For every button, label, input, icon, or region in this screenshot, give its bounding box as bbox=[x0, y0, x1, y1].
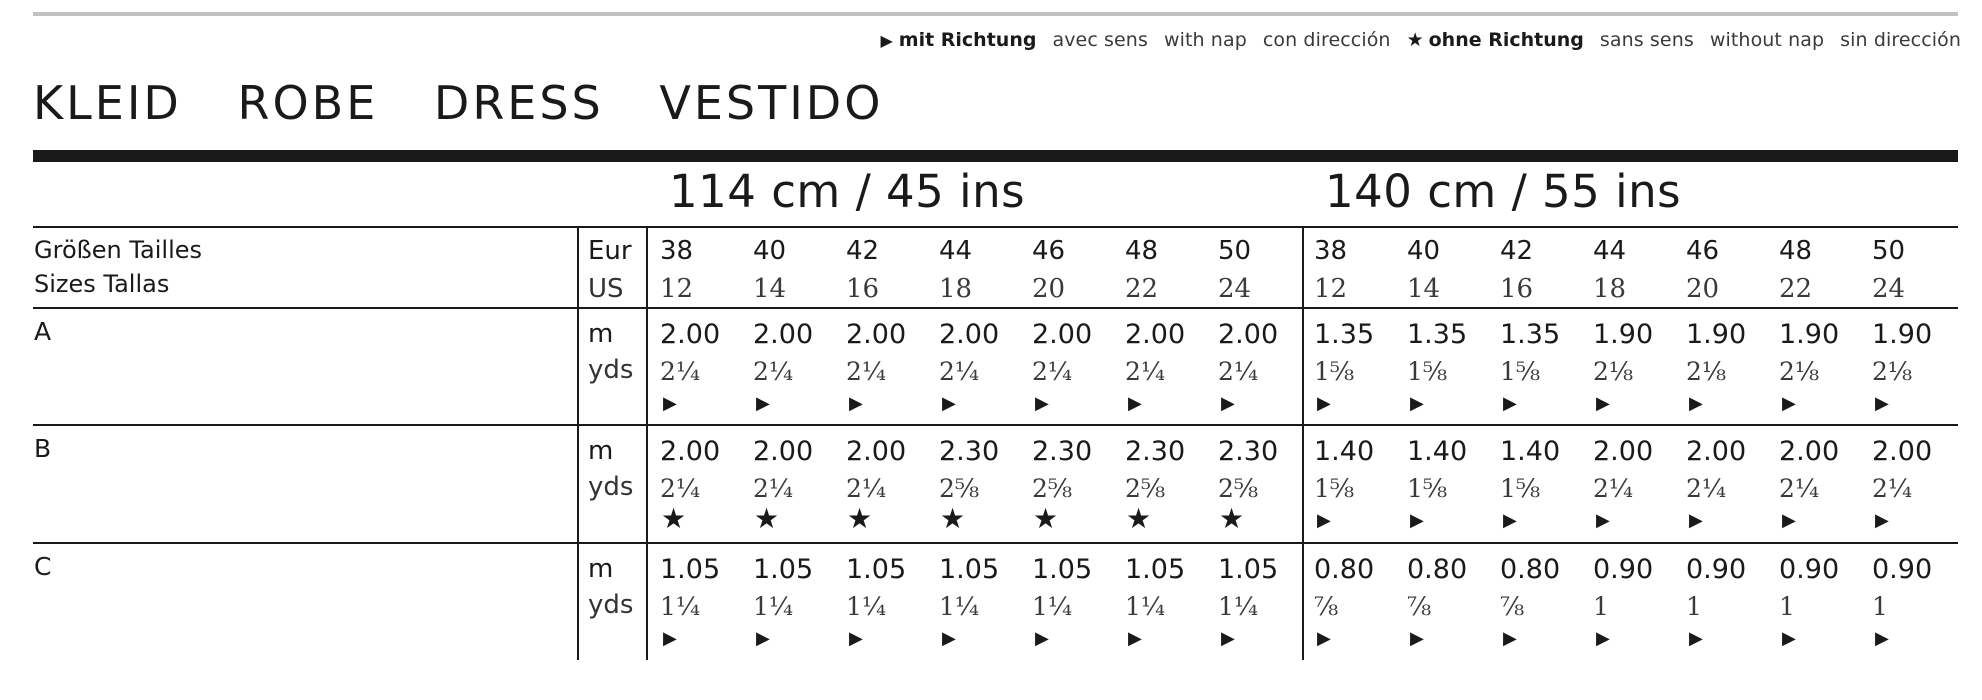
eur-size: 44 bbox=[939, 236, 973, 266]
yardage-m: 2.30 bbox=[1032, 436, 1093, 467]
with-nap-arrow-icon: ▶ bbox=[942, 628, 956, 649]
eur-size: 40 bbox=[1407, 236, 1441, 266]
us-size: 14 bbox=[753, 274, 787, 304]
with-nap-arrow-icon: ▶ bbox=[756, 393, 770, 414]
yardage-yds: 2¼ bbox=[846, 474, 887, 503]
fabric-width-140: 140 cm / 55 ins bbox=[1325, 165, 1682, 218]
yardage-m: 1.05 bbox=[939, 554, 1000, 585]
with-nap-arrow-icon: ▶ bbox=[1689, 393, 1703, 414]
with-nap-arrow-icon: ▶ bbox=[1503, 510, 1517, 531]
yardage-m: 1.05 bbox=[1125, 554, 1186, 585]
eur-size: 42 bbox=[1500, 236, 1534, 266]
yardage-m: 2.00 bbox=[846, 436, 907, 467]
with-nap-arrow-icon: ▶ bbox=[1503, 628, 1517, 649]
us-size: 16 bbox=[846, 274, 880, 304]
with-nap-arrow-icon: ▶ bbox=[1689, 628, 1703, 649]
us-size: 20 bbox=[1686, 274, 1720, 304]
without-nap-star-icon: ★ bbox=[940, 502, 966, 535]
yardage-yds: 1 bbox=[1593, 592, 1609, 621]
yardage-m: 1.40 bbox=[1314, 436, 1375, 467]
header-bar bbox=[33, 150, 1958, 162]
yardage-yds: 1 bbox=[1686, 592, 1702, 621]
unit-m-label: m bbox=[588, 319, 614, 349]
us-size: 24 bbox=[1872, 274, 1906, 304]
table-rule bbox=[33, 307, 1958, 309]
yardage-yds: 2¼ bbox=[1593, 474, 1634, 503]
us-size: 12 bbox=[660, 274, 694, 304]
with-nap-arrow-icon: ▶ bbox=[1689, 510, 1703, 531]
title-es: VESTIDO bbox=[659, 76, 884, 130]
with-nap-arrow-icon: ▶ bbox=[1782, 628, 1796, 649]
without-nap-star-icon: ★ bbox=[1406, 29, 1424, 51]
unit-yds-label: yds bbox=[588, 472, 634, 502]
yardage-m: 1.90 bbox=[1686, 319, 1747, 350]
without-nap-star-icon: ★ bbox=[1126, 502, 1152, 535]
us-size: 24 bbox=[1218, 274, 1252, 304]
with-nap-arrow-icon: ▶ bbox=[1221, 628, 1235, 649]
unit-m-label: m bbox=[588, 436, 614, 466]
without-nap-star-icon: ★ bbox=[847, 502, 873, 535]
yardage-yds: 2⅛ bbox=[1593, 357, 1634, 386]
with-nap-arrow-icon: ▶ bbox=[942, 393, 956, 414]
eur-size: 42 bbox=[846, 236, 880, 266]
yardage-m: 1.05 bbox=[846, 554, 907, 585]
us-size: 18 bbox=[939, 274, 973, 304]
eur-size: 46 bbox=[1032, 236, 1066, 266]
yardage-m: 0.90 bbox=[1872, 554, 1933, 585]
yardage-m: 0.80 bbox=[1500, 554, 1561, 585]
yardage-yds: 1⅝ bbox=[1314, 357, 1355, 386]
us-size: 22 bbox=[1779, 274, 1813, 304]
yardage-m: 2.00 bbox=[660, 319, 721, 350]
yardage-m: 2.00 bbox=[1218, 319, 1279, 350]
yardage-m: 2.00 bbox=[1032, 319, 1093, 350]
yardage-m: 2.00 bbox=[1686, 436, 1747, 467]
yardage-yds: 2¼ bbox=[660, 357, 701, 386]
with-nap-arrow-icon: ▶ bbox=[1875, 510, 1889, 531]
yardage-yds: 1⅝ bbox=[1500, 357, 1541, 386]
yardage-m: 1.90 bbox=[1872, 319, 1933, 350]
legend-nonap-fr: sans sens bbox=[1599, 29, 1694, 51]
unit-m-label: m bbox=[588, 554, 614, 584]
yardage-yds: 2¼ bbox=[846, 357, 887, 386]
with-nap-arrow-icon: ▶ bbox=[1035, 628, 1049, 649]
row-label: C bbox=[34, 552, 52, 581]
yardage-yds: 1¼ bbox=[660, 592, 701, 621]
sizes-label-2: Sizes Tallas bbox=[34, 270, 170, 298]
yardage-m: 2.30 bbox=[939, 436, 1000, 467]
with-nap-arrow-icon: ▶ bbox=[849, 393, 863, 414]
yardage-yds: 2¼ bbox=[660, 474, 701, 503]
yardage-m: 1.35 bbox=[1500, 319, 1561, 350]
legend-nonap-en: without nap bbox=[1709, 29, 1825, 51]
yardage-m: 2.00 bbox=[1593, 436, 1654, 467]
legend-nap-de: mit Richtung bbox=[898, 29, 1037, 51]
yardage-yds: 2¼ bbox=[1686, 474, 1727, 503]
yardage-m: 2.00 bbox=[846, 319, 907, 350]
yardage-m: 2.00 bbox=[1125, 319, 1186, 350]
yardage-m: 2.30 bbox=[1218, 436, 1279, 467]
with-nap-arrow-icon: ▶ bbox=[1503, 393, 1517, 414]
yardage-m: 1.05 bbox=[1218, 554, 1279, 585]
yardage-m: 1.05 bbox=[753, 554, 814, 585]
yardage-m: 0.80 bbox=[1407, 554, 1468, 585]
eur-size: 38 bbox=[1314, 236, 1348, 266]
row-label: A bbox=[34, 317, 52, 346]
yardage-yds: 1¼ bbox=[846, 592, 887, 621]
without-nap-star-icon: ★ bbox=[1219, 502, 1245, 535]
yardage-yds: 2⅝ bbox=[1125, 474, 1166, 503]
with-nap-arrow-icon: ▶ bbox=[1317, 510, 1331, 531]
table-rule bbox=[33, 424, 1958, 426]
with-nap-arrow-icon: ▶ bbox=[1410, 628, 1424, 649]
yardage-yds: 2⅝ bbox=[1218, 474, 1259, 503]
yardage-m: 0.90 bbox=[1593, 554, 1654, 585]
with-nap-arrow-icon: ▶ bbox=[663, 393, 677, 414]
eur-size: 40 bbox=[753, 236, 787, 266]
yardage-yds: 2⅛ bbox=[1686, 357, 1727, 386]
yardage-yds: 1¼ bbox=[753, 592, 794, 621]
eur-size: 38 bbox=[660, 236, 694, 266]
unit-yds-label: yds bbox=[588, 590, 634, 620]
us-size: 20 bbox=[1032, 274, 1066, 304]
table-rule bbox=[33, 226, 1958, 228]
yardage-yds: 1⅝ bbox=[1314, 474, 1355, 503]
yardage-yds: 2¼ bbox=[1218, 357, 1259, 386]
sizes-label-1: Größen Tailles bbox=[34, 236, 203, 264]
legend-nap-fr: avec sens bbox=[1052, 29, 1148, 51]
yardage-yds: 2¼ bbox=[939, 357, 980, 386]
us-size: 14 bbox=[1407, 274, 1441, 304]
with-nap-arrow-icon: ▶ bbox=[1410, 510, 1424, 531]
yardage-yds: 2⅛ bbox=[1872, 357, 1913, 386]
with-nap-arrow-icon: ▶ bbox=[756, 628, 770, 649]
with-nap-arrow-icon: ▶ bbox=[663, 628, 677, 649]
legend-nonap-es: sin dirección bbox=[1840, 29, 1961, 51]
with-nap-arrow-icon: ▶ bbox=[1596, 510, 1610, 531]
yardage-yds: 2¼ bbox=[753, 357, 794, 386]
with-nap-arrow-icon: ▶ bbox=[1221, 393, 1235, 414]
yardage-m: 1.35 bbox=[1314, 319, 1375, 350]
with-nap-arrow-icon: ▶ bbox=[1317, 393, 1331, 414]
without-nap-star-icon: ★ bbox=[661, 502, 687, 535]
yardage-yds: 2⅛ bbox=[1779, 357, 1820, 386]
yardage-yds: ⅞ bbox=[1314, 592, 1339, 621]
yardage-m: 2.00 bbox=[753, 319, 814, 350]
legend-nap-en: with nap bbox=[1163, 29, 1247, 51]
yardage-yds: 1¼ bbox=[1125, 592, 1166, 621]
nap-legend bbox=[880, 27, 1961, 53]
table-divider bbox=[577, 227, 579, 660]
title-en: DRESS bbox=[433, 76, 604, 130]
us-size: 16 bbox=[1500, 274, 1534, 304]
table-divider bbox=[1302, 227, 1304, 660]
with-nap-arrow-icon: ▶ bbox=[1596, 628, 1610, 649]
yardage-m: 2.00 bbox=[753, 436, 814, 467]
table-divider bbox=[646, 227, 648, 660]
with-nap-arrow-icon: ▶ bbox=[1782, 393, 1796, 414]
yardage-yds: 2¼ bbox=[1872, 474, 1913, 503]
row-label: B bbox=[34, 434, 52, 463]
with-nap-arrow-icon: ▶ bbox=[1128, 393, 1142, 414]
with-nap-arrow-icon: ▶ bbox=[1410, 393, 1424, 414]
fabric-width-114: 114 cm / 45 ins bbox=[669, 165, 1026, 218]
unit-yds-label: yds bbox=[588, 355, 634, 385]
with-nap-arrow-icon: ▶ bbox=[1782, 510, 1796, 531]
yardage-m: 0.90 bbox=[1779, 554, 1840, 585]
yardage-m: 2.00 bbox=[1872, 436, 1933, 467]
yardage-m: 2.00 bbox=[1779, 436, 1840, 467]
with-nap-arrow-icon: ▶ bbox=[1875, 628, 1889, 649]
yardage-m: 1.05 bbox=[660, 554, 721, 585]
yardage-m: 2.00 bbox=[939, 319, 1000, 350]
yardage-yds: 2⅝ bbox=[939, 474, 980, 503]
yardage-m: 1.35 bbox=[1407, 319, 1468, 350]
yardage-yds: 1¼ bbox=[1218, 592, 1259, 621]
us-size: 18 bbox=[1593, 274, 1627, 304]
yardage-m: 2.00 bbox=[660, 436, 721, 467]
with-nap-arrow-icon: ▶ bbox=[849, 628, 863, 649]
eur-label: Eur bbox=[588, 236, 632, 266]
us-size: 22 bbox=[1125, 274, 1159, 304]
yardage-yds: 2¼ bbox=[753, 474, 794, 503]
eur-size: 48 bbox=[1125, 236, 1159, 266]
yardage-yds: 1⅝ bbox=[1500, 474, 1541, 503]
yardage-m: 1.05 bbox=[1032, 554, 1093, 585]
yardage-m: 0.80 bbox=[1314, 554, 1375, 585]
with-nap-arrow-icon: ▶ bbox=[1596, 393, 1610, 414]
eur-size: 50 bbox=[1218, 236, 1252, 266]
yardage-m: 1.40 bbox=[1407, 436, 1468, 467]
with-nap-arrow-icon: ▶ bbox=[1317, 628, 1331, 649]
yardage-yds: ⅞ bbox=[1500, 592, 1525, 621]
yardage-m: 1.90 bbox=[1779, 319, 1840, 350]
legend-nap-es: con dirección bbox=[1262, 29, 1391, 51]
page-title bbox=[33, 76, 921, 130]
yardage-m: 2.30 bbox=[1125, 436, 1186, 467]
yardage-yds: 2¼ bbox=[1779, 474, 1820, 503]
yardage-yds: 1¼ bbox=[939, 592, 980, 621]
eur-size: 46 bbox=[1686, 236, 1720, 266]
with-nap-arrow-icon: ▶ bbox=[1875, 393, 1889, 414]
legend-nonap-de: ohne Richtung bbox=[1428, 29, 1584, 51]
yardage-yds: 1⅝ bbox=[1407, 474, 1448, 503]
eur-size: 48 bbox=[1779, 236, 1813, 266]
yardage-yds: 2¼ bbox=[1032, 357, 1073, 386]
title-de: KLEID bbox=[33, 76, 182, 130]
yardage-yds: 1⅝ bbox=[1407, 357, 1448, 386]
yardage-yds: ⅞ bbox=[1407, 592, 1432, 621]
without-nap-star-icon: ★ bbox=[754, 502, 780, 535]
with-nap-arrow-icon: ▶ bbox=[880, 30, 893, 50]
eur-size: 50 bbox=[1872, 236, 1906, 266]
eur-size: 44 bbox=[1593, 236, 1627, 266]
with-nap-arrow-icon: ▶ bbox=[1035, 393, 1049, 414]
yardage-yds: 1¼ bbox=[1032, 592, 1073, 621]
top-rule bbox=[33, 12, 1958, 16]
yardage-m: 0.90 bbox=[1686, 554, 1747, 585]
yardage-yds: 2¼ bbox=[1125, 357, 1166, 386]
yardage-yds: 1 bbox=[1779, 592, 1795, 621]
yardage-m: 1.90 bbox=[1593, 319, 1654, 350]
yardage-yds: 1 bbox=[1872, 592, 1888, 621]
title-fr: ROBE bbox=[237, 76, 379, 130]
with-nap-arrow-icon: ▶ bbox=[1128, 628, 1142, 649]
table-rule bbox=[33, 542, 1958, 544]
us-label: US bbox=[588, 274, 624, 304]
yardage-yds: 2⅝ bbox=[1032, 474, 1073, 503]
yardage-m: 1.40 bbox=[1500, 436, 1561, 467]
without-nap-star-icon: ★ bbox=[1033, 502, 1059, 535]
us-size: 12 bbox=[1314, 274, 1348, 304]
